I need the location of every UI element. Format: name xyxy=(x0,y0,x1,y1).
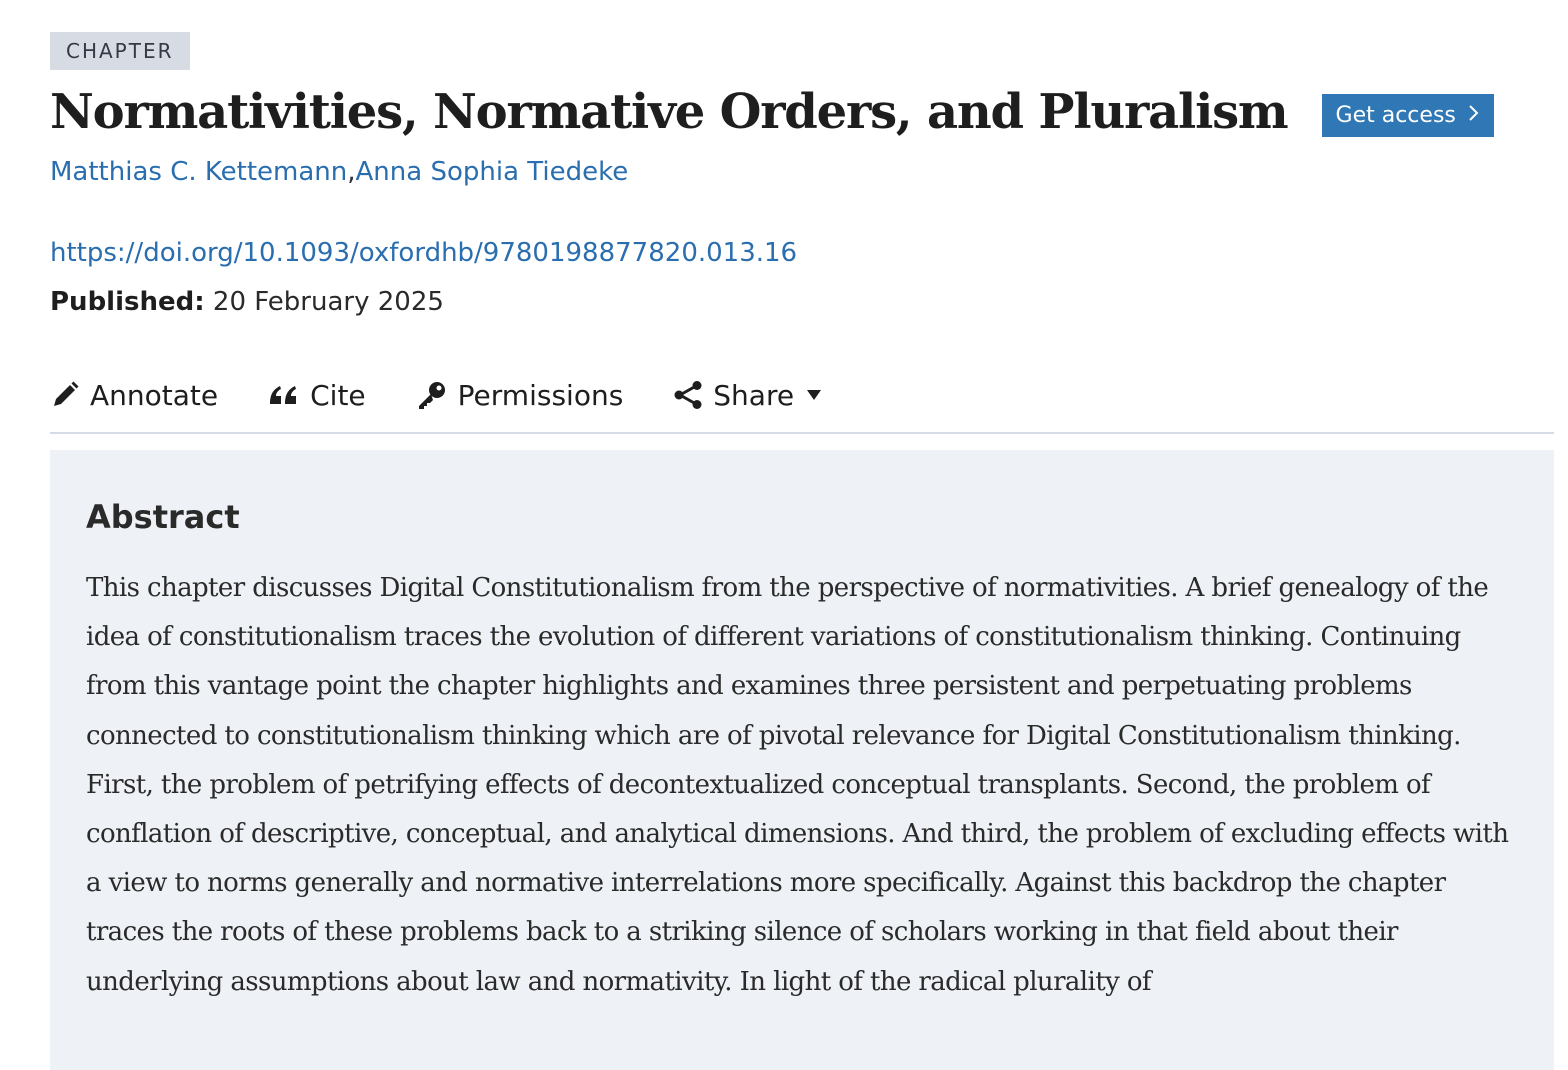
published-date xyxy=(50,282,444,322)
published-value: 20 February 2025 xyxy=(212,287,444,317)
chapter-badge: CHAPTER xyxy=(50,32,190,70)
abstract-text: This chapter discusses Digital Constitutionalism from the perspective of normativities. A brief genealogy of the idea of constitutionalism traces the evolution of different variations of constitutionalism thinking. Continuing from this vantage point the chapter highlights and examines three persistent and perpetuating problems connected to constitutionalism thinking which are of pivotal relevance for Digital Constitutionalism thinking. First, the problem of petrifying effects of decontextualized conceptual transplants. Second, the problem of conflation of descriptive, conceptual, and analytical dimensions. And third, the problem of excluding effects with a view to norms generally and normative interrelations more specifically. Against this backdrop the chapter traces the roots of these problems back to a striking silence of scholars working in that field about their underlying assumptions about law and normativity. In light of the radical plurality of xyxy=(86,573,1509,997)
abstract-heading: Abstract xyxy=(86,498,240,536)
title-row xyxy=(50,80,1494,144)
permissions-label: Permissions xyxy=(457,378,624,412)
author-link[interactable]: Anna Sophia Tiedeke xyxy=(355,157,629,187)
author-list xyxy=(50,152,628,192)
share-icon xyxy=(673,380,703,410)
doi-link[interactable]: https://doi.org/10.1093/oxfordhb/9780198877820.013.16 xyxy=(50,238,798,268)
get-access-label: Get access xyxy=(1335,102,1456,128)
author-link[interactable]: Matthias C. Kettemann xyxy=(50,157,348,187)
permissions-button[interactable] xyxy=(416,372,624,418)
chevron-right-icon xyxy=(1468,104,1480,127)
cite-label: Cite xyxy=(310,378,366,412)
doi xyxy=(50,233,797,273)
share-label: Share xyxy=(713,378,795,412)
article-toolbar xyxy=(50,372,1554,434)
get-access-button[interactable] xyxy=(1322,94,1494,137)
published-label: Published: xyxy=(50,287,205,317)
abstract-section xyxy=(50,450,1554,1070)
annotate-label: Annotate xyxy=(90,378,219,412)
key-icon xyxy=(416,379,448,411)
pencil-icon xyxy=(50,380,80,410)
page-title: Normativities, Normative Orders, and Pluralism xyxy=(50,84,1288,140)
author-separator: , xyxy=(347,157,356,187)
cite-button[interactable] xyxy=(268,372,366,418)
caret-down-icon xyxy=(806,389,822,401)
annotate-button[interactable] xyxy=(50,372,218,418)
quote-icon xyxy=(268,382,300,408)
share-button[interactable] xyxy=(673,372,822,418)
